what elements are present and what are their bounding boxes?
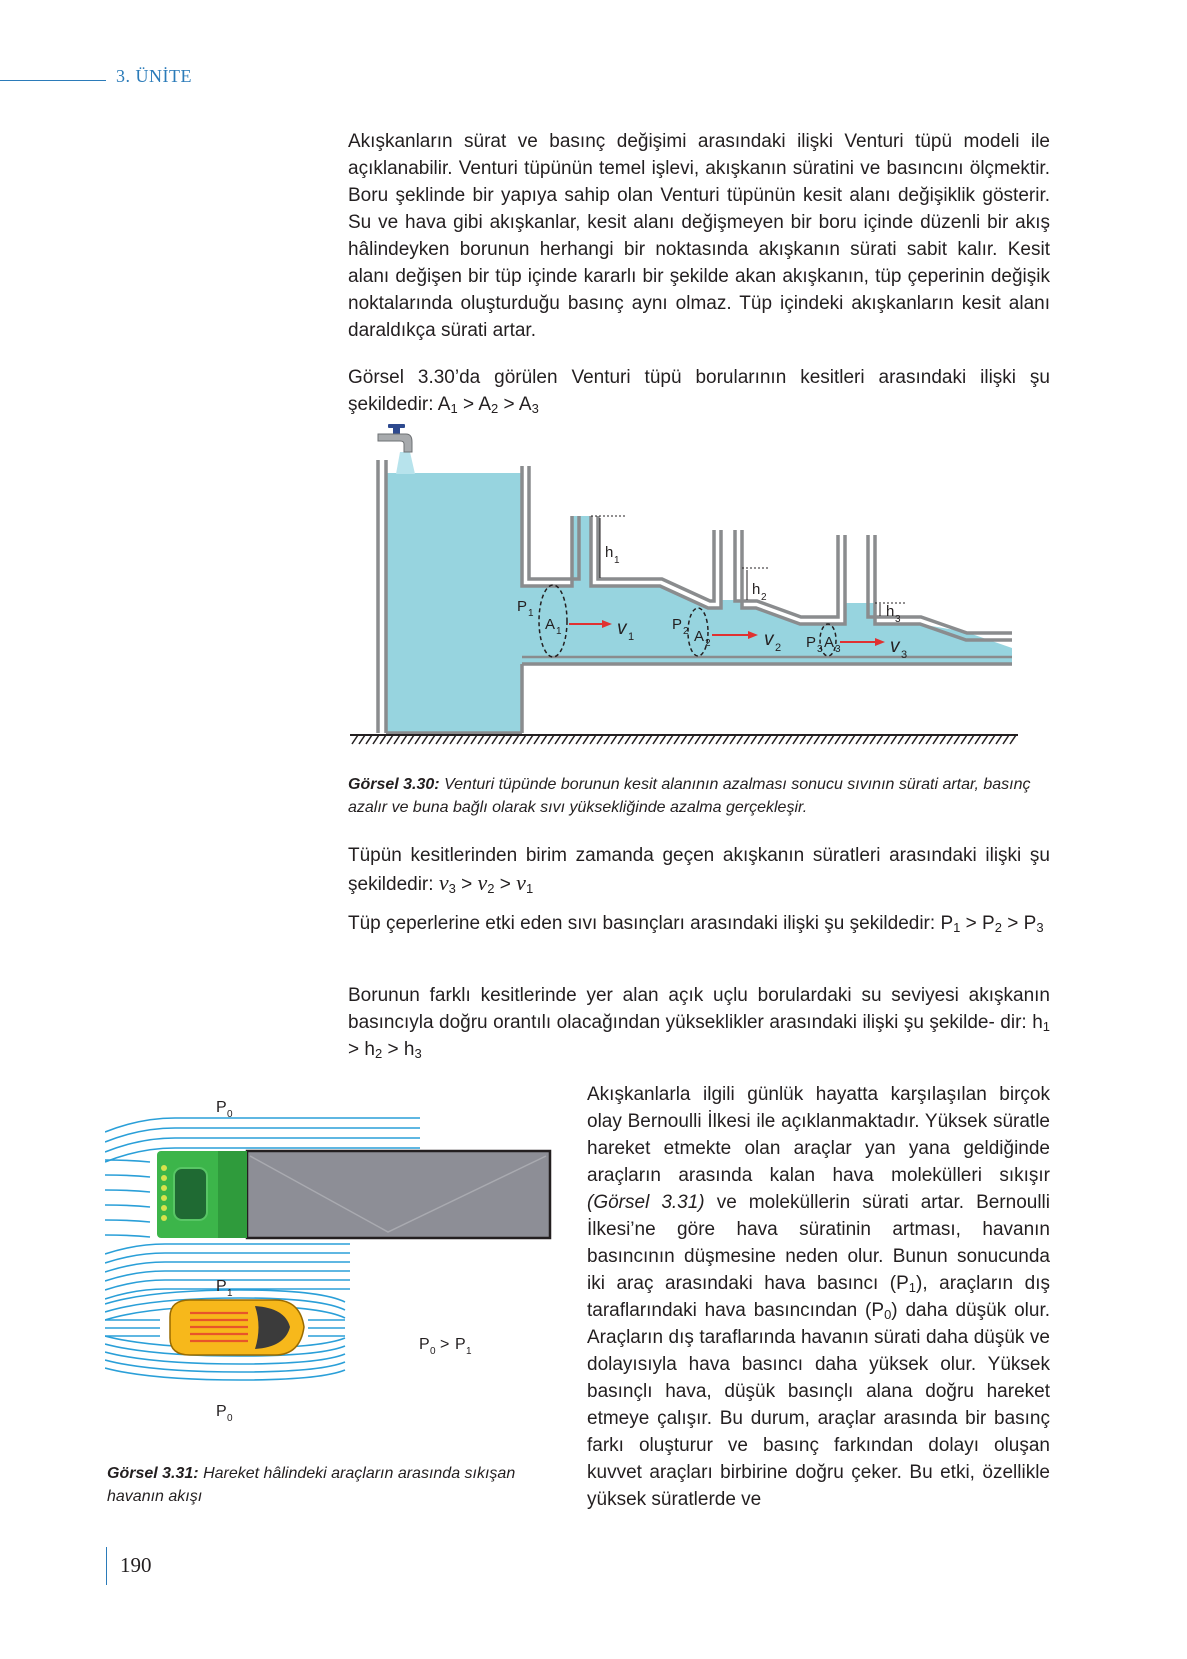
svg-text:>: > <box>440 1336 450 1353</box>
svg-text:3: 3 <box>835 644 841 655</box>
svg-text:P: P <box>455 1336 466 1353</box>
vehicles-figure <box>105 1082 560 1447</box>
paragraph-venturi-intro: Akışkanların sürat ve basınç değişimi arasındaki ilişki Venturi tüpü modeli ile açıklanabilir. Venturi tüpünün temel işlevi, akışkanın süratini ve basıncını ölçmektir. Boru şeklinde bir yapıya sahip olan Venturi tüpünün kesit alanı değişiklik gösterir. Su ve hava gibi akışkanlar, kesit alanı değişmeyen bir boru içinde düzenli bir akış hâlindeyken borunun herhangi bir noktasında akışkanın sürati sabit kalır. Kesit alanı değişen bir tüp içinde kararlı bir şekilde akan akışkanın, tüp çeperinin değişik noktalarında oluşturduğu basınç aynı olmaz. Tüp içindeki akışkanların kesit alanı daraldıkça sürati artar. <box>348 131 1050 341</box>
svg-text:P: P <box>419 1336 430 1353</box>
svg-text:0: 0 <box>227 1413 233 1424</box>
svg-text:v: v <box>890 636 900 657</box>
speed-relation: $v_3 > v_2 > v_1$ <box>438 870 534 896</box>
svg-text:A: A <box>824 634 835 651</box>
svg-text:h: h <box>605 544 614 561</box>
svg-text:1: 1 <box>466 1346 472 1357</box>
paragraph-height-relation: Borunun farklı kesitlerinde yer alan açık uçlu borulardaki su seviyesi akışkanın basıncıyla doğru orantılı olacağından yükseklikler arasındaki ilişki şu şekilde- dir: $h_1 > h_2 > h_3$ <box>348 985 1050 1061</box>
car <box>170 1300 304 1355</box>
svg-text:3: 3 <box>901 649 908 661</box>
svg-text:P: P <box>216 1278 227 1295</box>
tank-water <box>386 473 522 733</box>
svg-text:v: v <box>617 618 627 639</box>
paragraph-speed-relation: Tüpün kesitlerinden birim zamanda geçen akışkanın süratleri arasındaki ilişki şu şekildedir: $v_3 > v_2 > v_1$ <box>348 845 1050 896</box>
truck <box>157 1151 550 1238</box>
svg-text:P: P <box>216 1403 227 1420</box>
svg-text:P: P <box>517 598 528 615</box>
svg-text:2: 2 <box>775 642 782 654</box>
svg-text:2: 2 <box>761 592 767 603</box>
svg-text:2: 2 <box>683 626 689 637</box>
page-number: 190 <box>120 1553 152 1577</box>
area-relation: $A_1 > A_2 > A_3$ <box>437 394 539 416</box>
truck-trailer <box>247 1151 550 1238</box>
paragraph-bernoulli: Akışkanlarla ilgili günlük hayatta karşılaşılan birçok olay Bernoulli İlkesi ile açıklanmaktadır. Yüksek süratle hareket etmekte olan araçlar yan yana geldiğinde araçların arasında kalan hava molekülleri sıkışır (Görsel 3.31) ve moleküllerin sürati artar. Bernoulli İlkesi’ne göre hava süratinin artması, havanın basıncının düşmesine neden olur. Bunun sonucunda iki araç arasındaki hava basıncı $(P_1)$, araçların dış taraflarındaki hava basıncından $(P_0)$ daha düşük olur. Araçların dış taraflarında havanın sürati daha düşük ve dolayısıyla hava basıncı daha yüksek olur. Yüksek basınçlı hava, düşük basınçlı alana doğru hareket etmeye çalışır. Bu durum, araçlar arasında bir basınç farkı oluşturur ve basınç farkından dolayı oluşan kuvvet araçları birbirine doğru çeker. Bu etki, özellikle yüksek süratlerde ve <box>587 1084 1050 1510</box>
svg-text:A: A <box>545 616 556 633</box>
svg-text:3: 3 <box>817 644 823 655</box>
svg-text:P: P <box>672 616 683 633</box>
svg-text:P: P <box>806 634 817 651</box>
svg-text:1: 1 <box>528 608 534 619</box>
svg-text:0: 0 <box>430 1346 436 1357</box>
unit-title: 3. ÜNİTE <box>116 66 192 86</box>
height-relation: $h_1 > h_2 > h_3$ <box>348 1012 1050 1061</box>
svg-text:1: 1 <box>614 555 620 566</box>
svg-text:P: P <box>216 1099 227 1116</box>
faucet-icon <box>378 424 412 452</box>
venturi-figure <box>345 418 1035 748</box>
figure-3-31-caption: Görsel 3.31: Hareket hâlindeki araçların arasında sıkışan havanın akışı <box>107 1465 516 1505</box>
svg-text:1: 1 <box>227 1288 233 1299</box>
svg-text:h: h <box>752 581 761 598</box>
svg-text:A: A <box>694 628 705 645</box>
footer-rule <box>106 1547 107 1585</box>
pressure-relation: $P_1 > P_2 > P_3$ <box>940 913 1044 935</box>
paragraph-pressure-relation: Tüp çeperlerine etki eden sıvı basınçları arasındaki ilişki şu şekildedir: $P_1 > P_2 > P_3$ <box>348 913 1044 935</box>
paragraph-area-relation: Görsel 3.30’da görülen Venturi tüpü borularının kesitleri arasındaki ilişki şu şekildedir: $A_1 > A_2 > A_3$ <box>348 367 1050 416</box>
svg-text:1: 1 <box>556 626 562 637</box>
tap-stream <box>396 452 415 474</box>
ground-hatch <box>352 735 1016 744</box>
svg-text:1: 1 <box>628 631 635 643</box>
svg-text:0: 0 <box>227 1109 233 1120</box>
svg-text:2: 2 <box>705 638 711 649</box>
figure-3-30-caption: Görsel 3.30: Venturi tüpünde borunun kesit alanının azalması sonucu sıvının sürati artar, basınç azalır ve buna bağlı olarak sıvı yüksekliğinde azalma gerçekleşir. <box>348 776 1031 816</box>
header-rule <box>0 80 106 81</box>
svg-text:v: v <box>764 629 774 650</box>
svg-text:h: h <box>886 603 895 620</box>
svg-text:3: 3 <box>895 614 901 625</box>
